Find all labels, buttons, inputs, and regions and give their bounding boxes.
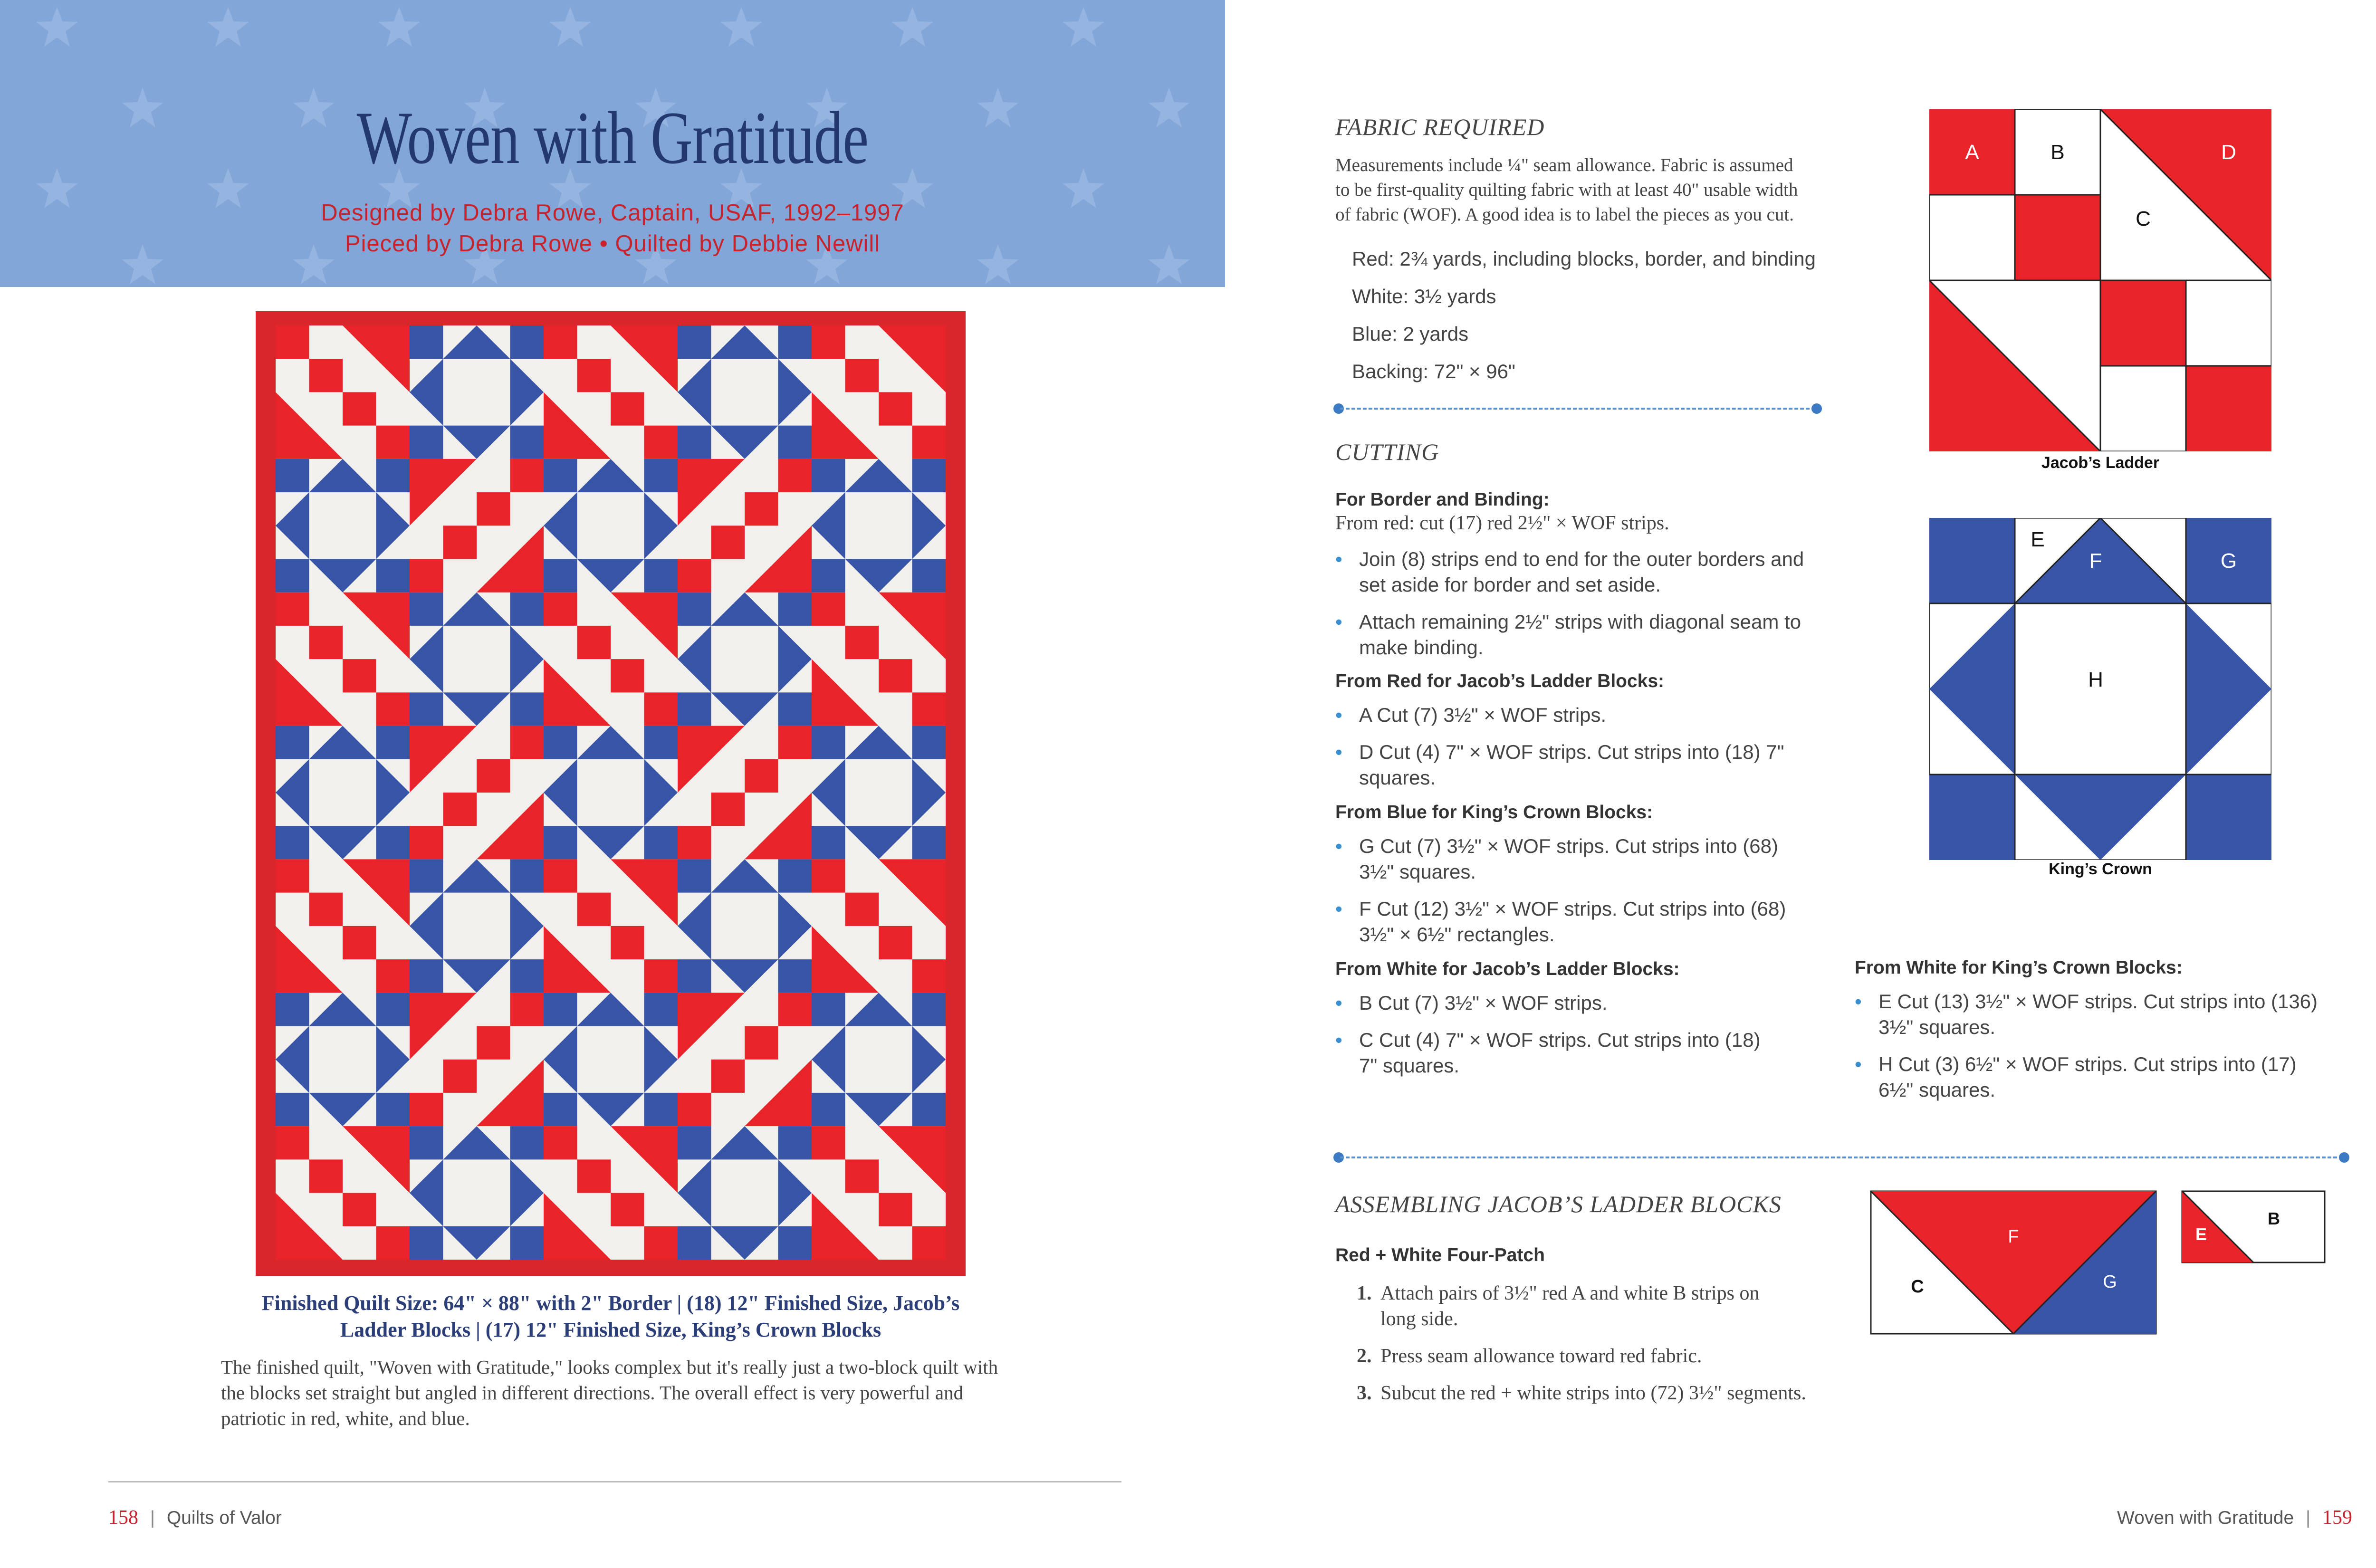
cutting-column <box>1335 489 1825 1079</box>
quilt-patch <box>879 1193 912 1226</box>
bullet-text: Join (8) strips end to end for the outer borders and <box>1359 548 1804 570</box>
quilt-patch <box>678 692 711 726</box>
quilt-patch <box>477 759 510 793</box>
quilt-patch <box>410 1226 443 1260</box>
bullet-text: F Cut (12) 3½" × WOF strips. Cut strips into (68) <box>1359 898 1786 920</box>
quilt-patch <box>678 1126 711 1159</box>
bullet-text: B Cut (7) 3½" × WOF strips. <box>1359 992 1608 1014</box>
quilt-patch <box>912 993 946 1026</box>
quilt-photo <box>252 311 969 1276</box>
quilt-patch <box>678 1093 711 1126</box>
quilt-patch <box>443 793 477 826</box>
quilt-patch <box>544 726 577 759</box>
quilt-patch <box>276 593 309 626</box>
quilt-patch <box>912 726 946 759</box>
quilt-patch <box>544 826 577 859</box>
quilt-patch <box>443 526 477 559</box>
banner-star <box>36 7 78 47</box>
fabric-list <box>1352 240 1816 390</box>
section-divider <box>1340 1157 2343 1158</box>
red-jacobs-heading: From Red for Jacob’s Ladder Blocks: <box>1335 671 1665 691</box>
piece-label-b: B <box>2050 141 2065 164</box>
four-patch-heading: Red + White Four-Patch <box>1335 1245 1545 1265</box>
assembling-heading: ASSEMBLING JACOB’S LADDER BLOCKS <box>1335 1191 1782 1217</box>
quilt-patch <box>309 893 343 926</box>
list-item <box>1335 990 1825 1016</box>
fabric-desc-line-2: to be first-quality quilting fabric with at least 40" usable width <box>1335 180 1798 200</box>
step-item <box>1357 1380 1832 1406</box>
quilt-patch <box>879 926 912 959</box>
banner-star <box>1063 7 1104 47</box>
step-text: Press seam allowance toward red fabric. <box>1380 1345 1702 1367</box>
quilt-patch <box>879 659 912 692</box>
bullet-text: make binding. <box>1359 636 1484 659</box>
quilt-patch <box>711 793 745 826</box>
piece-label-b: B <box>2268 1209 2280 1228</box>
border-from-red: From red: cut (17) red 2½" × WOF strips. <box>1335 512 1669 534</box>
list-item <box>1335 739 1825 791</box>
quilt-patch <box>644 1226 678 1260</box>
quilt-patch <box>510 325 544 359</box>
quilt-patch <box>510 692 544 726</box>
quilt-patch <box>544 325 577 359</box>
quilt-patch <box>745 1026 778 1060</box>
white-kings-section <box>1855 957 2358 1103</box>
quilt-patch <box>276 993 309 1026</box>
fabric-item: Backing: 72" × 96" <box>1352 360 1515 382</box>
quilt-patch <box>510 1126 544 1159</box>
quilt-patch <box>678 959 711 993</box>
quilt-patch <box>611 1193 644 1226</box>
quilt-patch <box>376 959 410 993</box>
quilt-patch <box>912 559 946 593</box>
quilt-patch <box>812 593 845 626</box>
quilt-patch <box>644 426 678 459</box>
bullet-text: A Cut (7) 3½" × WOF strips. <box>1359 704 1607 726</box>
quilt-patch <box>644 1093 678 1126</box>
quilt-patch <box>678 1226 711 1260</box>
quilt-patch <box>644 826 678 859</box>
quilt-patch <box>276 1126 309 1159</box>
piece-label-g: G <box>2220 549 2237 573</box>
quilt-patch <box>276 826 309 859</box>
fabric-required-heading: FABRIC REQUIRED <box>1335 114 1545 140</box>
quilt-patch <box>778 1226 812 1260</box>
jacobs-ladder-diagram <box>1929 109 2271 451</box>
quilt-patch <box>410 426 443 459</box>
banner-star <box>207 7 249 47</box>
bullet-text: G Cut (7) 3½" × WOF strips. Cut strips into (68) <box>1359 835 1778 857</box>
list-item <box>1335 609 1825 660</box>
quilt-patch <box>577 1159 611 1193</box>
footer-separator: | <box>150 1508 155 1528</box>
step-text: Attach pairs of 3½" red A and white B strips on <box>1380 1282 1760 1304</box>
list-item <box>1335 702 1825 728</box>
quilt-patch <box>745 759 778 793</box>
quilt-patch <box>410 325 443 359</box>
quilt-patch <box>912 459 946 492</box>
quilt-patch <box>343 659 376 692</box>
quilt-patch <box>778 859 812 892</box>
quilt-patch <box>577 626 611 659</box>
bullet-text: 6½" squares. <box>1878 1079 1996 1101</box>
step-number: 1. <box>1357 1282 1372 1304</box>
white-jacobs-heading: From White for Jacob’s Ladder Blocks: <box>1335 959 1680 979</box>
quilt-patch <box>778 1126 812 1159</box>
list-item <box>1335 833 1825 885</box>
quilt-patch <box>276 726 309 759</box>
quilt-patch <box>845 893 879 926</box>
quilt-patch <box>410 559 443 593</box>
quilt-patch <box>343 392 376 425</box>
quilt-patch <box>510 993 544 1026</box>
quilt-patch <box>544 993 577 1026</box>
banner-star <box>720 7 762 47</box>
quilt-patch <box>376 559 410 593</box>
quilt-patch <box>376 1093 410 1126</box>
step-text: Subcut the red + white strips into (72) 3½" segments. <box>1380 1382 1806 1404</box>
quilt-patch <box>812 325 845 359</box>
quilt-patch <box>912 959 946 993</box>
list-item <box>1335 1027 1825 1079</box>
fabric-item: Red: 2¾ yards, including blocks, border, and binding <box>1352 248 1816 270</box>
quilt-patch <box>812 993 845 1026</box>
divider-dot <box>1811 403 1822 414</box>
quilt-patch <box>410 1093 443 1126</box>
quilt-patch <box>812 826 845 859</box>
caption-line-2: Ladder Blocks | (17) 12" Finished Size, King’s Crown Blocks <box>340 1318 881 1341</box>
white-kings-heading: From White for King’s Crown Blocks: <box>1855 957 2183 978</box>
page-number-left: 158 <box>108 1507 138 1529</box>
quilt-patch <box>778 726 812 759</box>
footer-rule <box>108 1481 1121 1482</box>
quilt-patch <box>376 1226 410 1260</box>
quilt-patch <box>711 526 745 559</box>
quilt-patch <box>678 593 711 626</box>
quilt-patch <box>778 325 812 359</box>
quilt-patch <box>678 559 711 593</box>
page-number-right: 159 <box>2322 1507 2352 1529</box>
pieced-credit: Pieced by Debra Rowe • Quilted by Debbie Newill <box>345 231 881 257</box>
quilt-patch <box>276 325 309 359</box>
right-footer <box>2117 1506 2352 1529</box>
bullet-text: 3½" squares. <box>1359 860 1476 883</box>
quilt-patch <box>477 1026 510 1060</box>
cutting-heading: CUTTING <box>1335 439 1439 465</box>
header-banner <box>0 0 1225 287</box>
quilt-patch <box>711 1060 745 1093</box>
banner-star <box>891 7 933 47</box>
kings-crown-label: King’s Crown <box>2049 860 2152 878</box>
flying-geese-diagram <box>1870 1190 2160 1338</box>
quilt-patch <box>644 726 678 759</box>
quilt-patch <box>544 1126 577 1159</box>
step-text: long side. <box>1380 1308 1458 1330</box>
step-number: 2. <box>1357 1345 1372 1367</box>
quilt-patch <box>276 859 309 892</box>
bullet-icon: • <box>1335 992 1342 1014</box>
bullet-text: 3½" × 6½" rectangles. <box>1359 923 1555 946</box>
quilt-patch <box>644 559 678 593</box>
caption-line-1: Finished Quilt Size: 64" × 88" with 2" Border | (18) 12" Finished Size, Jacob’s <box>261 1291 960 1315</box>
bullet-text: H Cut (3) 6½" × WOF strips. Cut strips into (17) <box>1878 1053 2297 1075</box>
quilt-patch <box>745 492 778 526</box>
bullet-icon: • <box>1335 704 1342 726</box>
quilt-patch <box>376 426 410 459</box>
assembly-steps <box>1357 1281 1832 1406</box>
footer-separator: | <box>2306 1508 2311 1528</box>
quilt-patch <box>376 692 410 726</box>
quilt-patch <box>410 826 443 859</box>
quilt-patch <box>678 325 711 359</box>
bullet-icon: • <box>1335 1029 1342 1051</box>
bullet-text: E Cut (13) 3½" × WOF strips. Cut strips into (136) <box>1878 990 2318 1013</box>
quilt-patch <box>276 1093 309 1126</box>
piece-label-f: F <box>2089 549 2102 573</box>
quilt-patch <box>410 593 443 626</box>
quilt-patch <box>778 692 812 726</box>
piece-label-c: C <box>1911 1277 1924 1297</box>
kings-crown-diagram <box>1929 518 2271 860</box>
quilt-patch <box>778 459 812 492</box>
quilt-patch <box>912 826 946 859</box>
list-item <box>1855 989 2358 1040</box>
divider-dot <box>2339 1152 2349 1163</box>
book-title: Quilts of Valor <box>166 1508 282 1528</box>
quilt-patch <box>812 1093 845 1126</box>
quilt-patch <box>544 859 577 892</box>
piece-label-g: G <box>2103 1272 2117 1292</box>
quilt-patch <box>477 492 510 526</box>
quilt-patch <box>845 626 879 659</box>
quilt-patch <box>644 459 678 492</box>
quilt-patch <box>912 426 946 459</box>
bullet-text: D Cut (4) 7" × WOF strips. Cut strips into (18) 7" <box>1359 741 1784 763</box>
bullet-text: set aside for border and set aside. <box>1359 574 1661 596</box>
quilt-patch <box>845 359 879 392</box>
quilt-patch <box>544 1093 577 1126</box>
quilt-patch <box>678 826 711 859</box>
step-number: 3. <box>1357 1382 1372 1404</box>
quilt-patch <box>912 1093 946 1126</box>
quilt-patch <box>376 726 410 759</box>
bullet-text: squares. <box>1359 766 1436 789</box>
quilt-patch <box>912 692 946 726</box>
fabric-desc-line-3: of fabric (WOF). A good idea is to label the pieces as you cut. <box>1335 204 1794 225</box>
quilt-patch <box>376 993 410 1026</box>
quilt-patch <box>778 993 812 1026</box>
bullet-icon: • <box>1335 835 1342 857</box>
piece-label-d: D <box>2221 141 2236 164</box>
fabric-item: Blue: 2 yards <box>1352 323 1469 345</box>
bullet-text: 3½" squares. <box>1878 1016 1996 1038</box>
quilt-patch <box>879 392 912 425</box>
piece-label-f: F <box>2008 1227 2019 1247</box>
quilt-patch <box>309 626 343 659</box>
quilt-patch <box>778 426 812 459</box>
quilt-patch <box>812 1126 845 1159</box>
quilt-patch <box>812 859 845 892</box>
quilt-patch <box>510 959 544 993</box>
quilt-patch <box>678 859 711 892</box>
quilt-patch <box>644 993 678 1026</box>
piece-label-c: C <box>2136 207 2151 230</box>
quilt-patch <box>410 1126 443 1159</box>
designer-credit: Designed by Debra Rowe, Captain, USAF, 1992–1997 <box>321 200 904 226</box>
quilt-patch <box>510 726 544 759</box>
quilt-patch <box>778 959 812 993</box>
half-square-diagram <box>2181 1190 2328 1266</box>
quilt-patch <box>276 559 309 593</box>
quilt-caption <box>219 1290 1003 1343</box>
bullet-icon: • <box>1335 898 1342 920</box>
section-divider <box>1340 408 1815 410</box>
quilt-patch <box>309 1159 343 1193</box>
quilt-patch <box>443 1060 477 1093</box>
banner-star <box>549 7 591 47</box>
quilt-patch <box>644 959 678 993</box>
page-title: Woven with Gratitude <box>356 96 869 180</box>
fabric-item: White: 3½ yards <box>1352 285 1496 307</box>
quilt-patch <box>510 1226 544 1260</box>
intro-paragraph <box>221 1354 1010 1431</box>
quilt-patch <box>611 926 644 959</box>
piece-label-e: E <box>2031 528 2045 551</box>
blue-kings-heading: From Blue for King’s Crown Blocks: <box>1335 802 1653 822</box>
fabric-description <box>1335 153 1798 227</box>
quilt-patch <box>812 459 845 492</box>
banner-star <box>378 7 420 47</box>
quilt-patch <box>611 392 644 425</box>
bullet-icon: • <box>1335 611 1342 633</box>
jacobs-ladder-label: Jacob’s Ladder <box>2041 454 2160 472</box>
piece-label-a: A <box>1965 141 1979 164</box>
quilt-patch <box>343 926 376 959</box>
quilt-patch <box>376 826 410 859</box>
step-item <box>1357 1281 1832 1332</box>
quilt-patch <box>510 859 544 892</box>
bullet-text: C Cut (4) 7" × WOF strips. Cut strips into (18) <box>1359 1029 1761 1051</box>
quilt-patch <box>577 359 611 392</box>
list-item <box>1335 896 1825 947</box>
quilt-patch <box>276 459 309 492</box>
quilt-patch <box>309 359 343 392</box>
list-item <box>1335 546 1825 598</box>
quilt-patch <box>544 559 577 593</box>
border-binding-heading: For Border and Binding: <box>1335 489 1550 510</box>
piece-label-h: H <box>2088 668 2103 691</box>
bullet-icon: • <box>1335 741 1342 763</box>
bullet-icon: • <box>1855 1053 1862 1075</box>
fabric-desc-line-1: Measurements include ¼" seam allowance. Fabric is assumed <box>1335 155 1793 175</box>
quilt-patch <box>812 559 845 593</box>
step-item <box>1357 1343 1832 1369</box>
quilt-patch <box>376 459 410 492</box>
intro-line-1: The finished quilt, "Woven with Gratitude," looks complex but it's really just a two-block quilt with <box>221 1356 998 1378</box>
quilt-patch <box>611 659 644 692</box>
banner-star <box>1148 87 1190 127</box>
intro-line-2: the blocks set straight but angled in different directions. The overall effect is very powerful and <box>221 1382 964 1404</box>
quilt-patch <box>778 593 812 626</box>
bullet-icon: • <box>1855 990 1862 1013</box>
bullet-text: Attach remaining 2½" strips with diagonal seam to <box>1359 611 1801 633</box>
quilt-patch <box>912 1226 946 1260</box>
quilt-patch <box>678 426 711 459</box>
quilt-patch <box>343 1193 376 1226</box>
list-item <box>1855 1052 2358 1103</box>
quilt-patch <box>410 959 443 993</box>
chapter-title: Woven with Gratitude <box>2117 1508 2294 1528</box>
intro-line-3: patriotic in red, white, and blue. <box>221 1407 470 1429</box>
quilt-patch <box>544 593 577 626</box>
quilt-patch <box>577 893 611 926</box>
piece-label-e: E <box>2195 1224 2207 1244</box>
quilt-patch <box>812 726 845 759</box>
quilt-patch <box>410 859 443 892</box>
bullet-icon: • <box>1335 548 1342 570</box>
quilt-patch <box>544 459 577 492</box>
quilt-patch <box>644 692 678 726</box>
quilt-patch <box>410 692 443 726</box>
quilt-patch <box>845 1159 879 1193</box>
quilt-patch <box>510 426 544 459</box>
quilt-patch <box>510 593 544 626</box>
bullet-text: 7" squares. <box>1359 1054 1460 1077</box>
left-footer <box>108 1506 282 1529</box>
quilt-patch <box>510 459 544 492</box>
